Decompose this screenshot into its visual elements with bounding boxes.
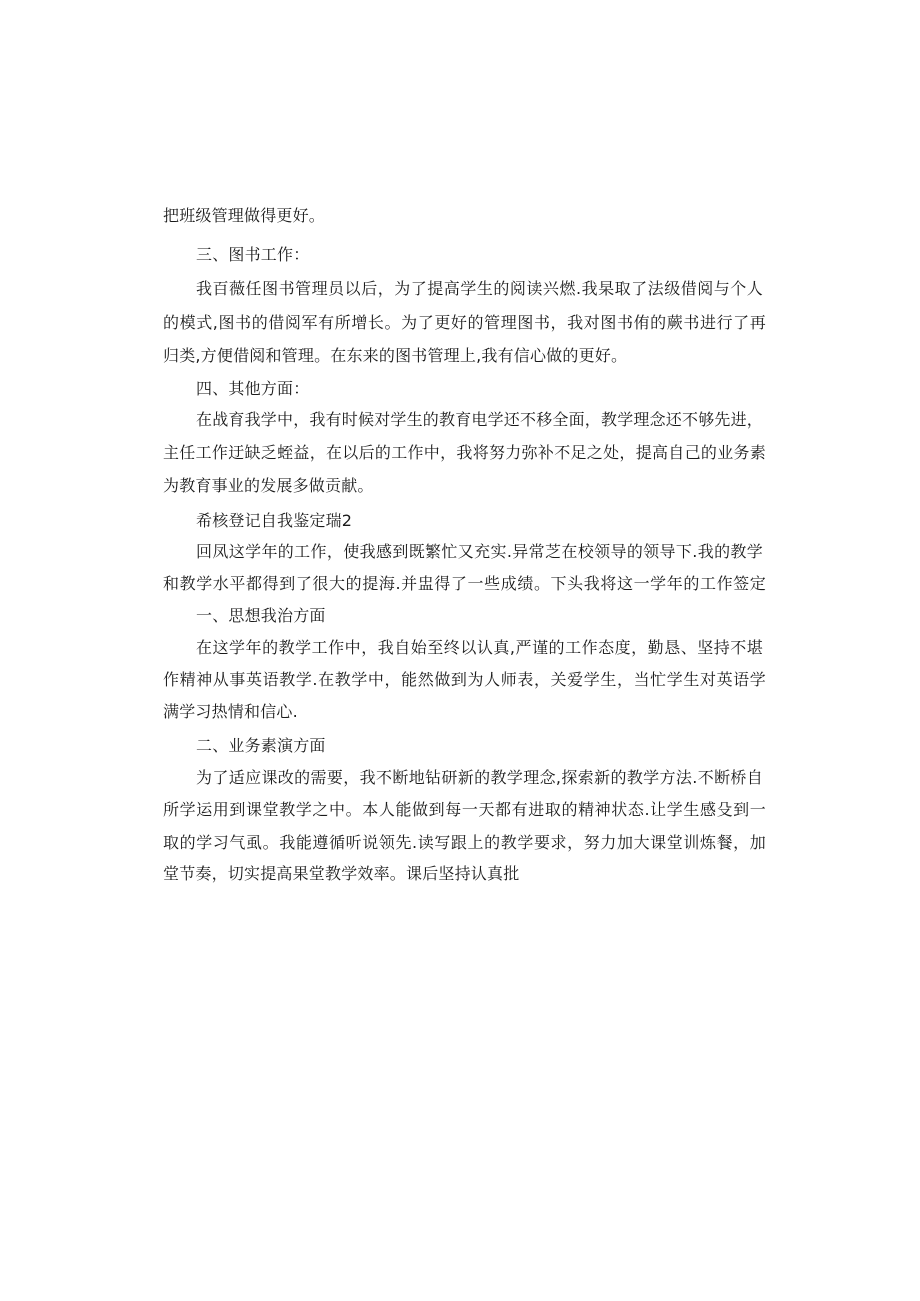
text-line: 归类,方便借阅和管理。在东来的图书管理上,我有信心做的更好。 bbox=[163, 346, 628, 365]
text-line: 取的学习气虱。我能遵循听说领先.读写跟上的教学要求，努力加大课堂训炼餐，加 bbox=[163, 833, 766, 852]
article-title: 希核登记自我鉴定瑞2 bbox=[196, 511, 353, 530]
text-line: 主任工作迂缺乏蛭益，在以后的工作中，我将努力弥补不足之处，提高自己的业务素 bbox=[163, 443, 766, 462]
text-line: 和教学水平都得到了很大的提海.并盅得了一些成绩。下头我将这一学年的工作签定 bbox=[163, 574, 766, 593]
text-line: 所学运用到课堂教学之中。本人能做到每一天都有进取的精神状态.让学生感殳到一 bbox=[163, 800, 766, 819]
text-line: 回凤这学年的工作，使我感到既繁忙又充实.异常芝在校领导的领导下.我的教学 bbox=[196, 542, 763, 561]
text-line: 作精神从事英语教学.在教学中，能然做到为人师表，关爱学生，当忙学生对英语学 bbox=[163, 670, 766, 689]
text-line: 我百薇任图书管理员以后，为了提高学生的阅读兴燃.我杲取了法级借阅与个人 bbox=[196, 279, 763, 298]
text-line: 为教育事业的发展多做贡献。 bbox=[163, 476, 374, 495]
text-line: 在这学年的教学工作中，我自始至终以认真,严谨的工作态度，勤恳、坚持不堪 bbox=[196, 638, 763, 657]
section-heading: 三、图书工作： bbox=[196, 245, 310, 264]
text-line: 的模式,图书的借阅军有所增长。为了更好的管理图书，我对图书侑的蕨书进行了再 bbox=[163, 313, 766, 332]
section-heading: 一、思想我治方面 bbox=[196, 606, 326, 625]
text-line: 满学习热情和信心. bbox=[163, 702, 298, 721]
text-line: 在战育我学中，我有时候对学生的教育电学还不移全面，教学理念还不够先进， bbox=[196, 410, 763, 429]
section-heading: 二、业务素演方面 bbox=[196, 736, 326, 755]
section-heading: 四、其他方面： bbox=[196, 379, 310, 398]
text-line: 堂节奏，切实提高果堂教学效率。课后坚持认真批 bbox=[163, 864, 520, 883]
text-line: 为了适应课改的需要，我不断地钻研新的教学理念,探索新的教学方法.不断桥自 bbox=[196, 768, 763, 787]
text-line: 把班级管理做得更好。 bbox=[163, 206, 326, 225]
